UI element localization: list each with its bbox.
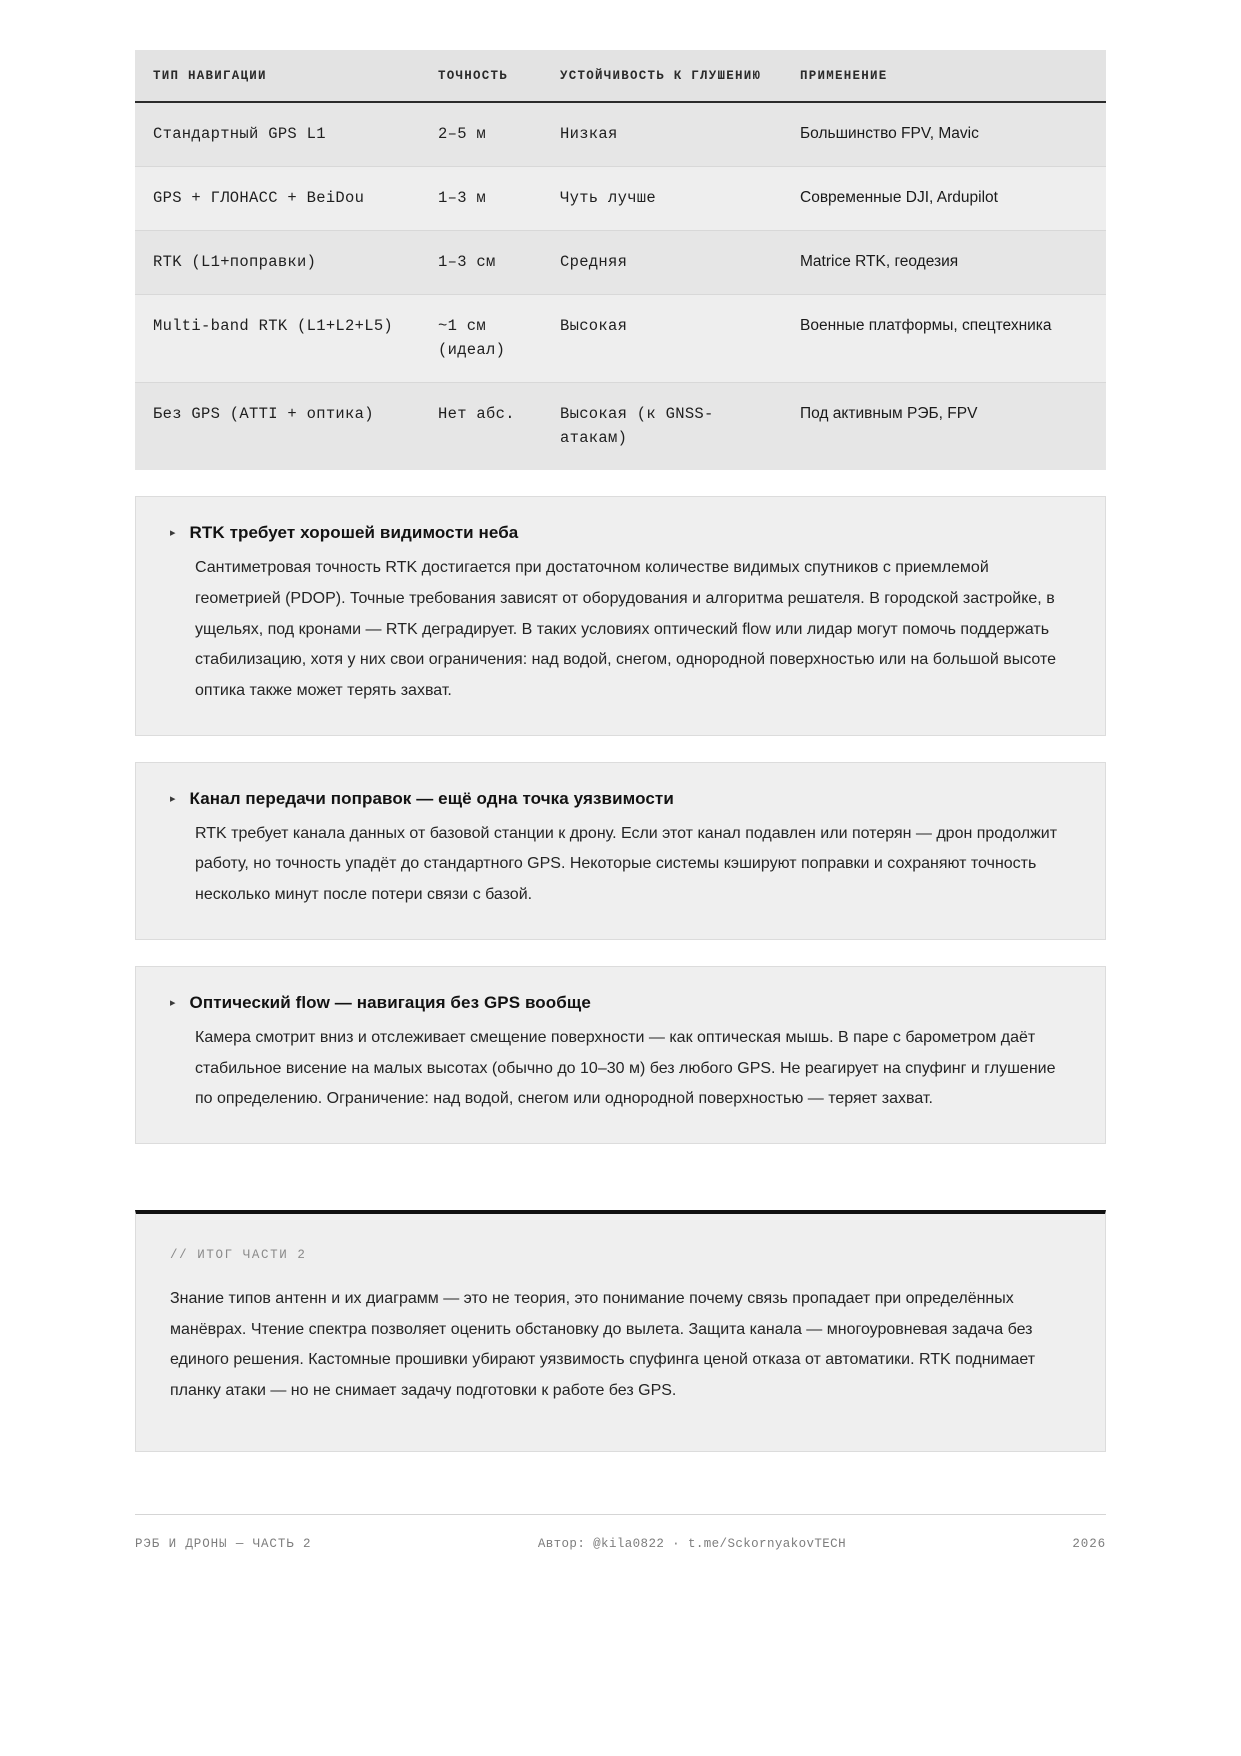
cell-accuracy: Нет абс. [420, 383, 542, 471]
summary-body: Знание типов антенн и их диаграмм — это не теория, это понимание почему связь пропадает при определённых манёврах. Чтение спектра позволяет оценить обстановку до вылета. Защита канала — многоуровневая задача без единого решения. Кастомные прошивки убирают уязвимость спуфинга ценой отказа от автоматики. RTK поднимает планку атаки — но не снимает задачу подготовки к работе без GPS. [170, 1290, 1036, 1400]
callout-title: RTK требует хорошей видимости неба [189, 523, 519, 543]
cell-usage: Современные DJI, Ardupilot [782, 167, 1106, 231]
column-header-accuracy: ТОЧНОСТЬ [420, 50, 542, 102]
callout-correction-channel [135, 762, 1106, 940]
column-header-jam-resistance: УСТОЙЧИВОСТЬ К ГЛУШЕНИЮ [542, 50, 782, 102]
footer-author: Автор: @kila0822 · t.me/SckornyakovTECH [537, 1536, 846, 1551]
table-header-row [135, 50, 1106, 102]
callout-optical-flow [135, 966, 1106, 1144]
footer-year: 2026 [1072, 1536, 1106, 1551]
cell-usage: Matrice RTK, геодезия [782, 231, 1106, 295]
callout-heading [170, 789, 1071, 809]
callout-body: RTK требует канала данных от базовой станции к дрону. Если этот канал подавлен или потерян — дрон продолжит работу, но точность упадёт до стандартного GPS. Некоторые системы кэшируют поправки и сохраняют точность несколько минут после потери связи с базой. [195, 824, 1058, 904]
cell-nav-type: RTK (L1+поправки) [135, 231, 420, 295]
callout-body: Сантиметровая точность RTK достигается при достаточном количестве видимых спутников с приемлемой геометрией (PDOP). Точные требования зависят от оборудования и алгоритма решателя. В городской застройке, в ущельях, под кронами — RTK деградирует. В таких условиях оптический flow или лидар могут помочь поддержать стабилизацию, хотя у них свои ограничения: над водой, снегом, однородной поверхностью или на большой высоте оптика также может терять захват. [195, 559, 1057, 699]
cell-nav-type: Стандартный GPS L1 [135, 102, 420, 167]
table-header [135, 50, 1106, 102]
column-header-usage: ПРИМЕНЕНИЕ [782, 50, 1106, 102]
callout-title: Канал передачи поправок — ещё одна точка уязвимости [189, 788, 674, 808]
column-header-nav-type: ТИП НАВИГАЦИИ [135, 50, 420, 102]
callout-rtk-sky-visibility [135, 496, 1106, 736]
summary-label: // ИТОГ ЧАСТИ 2 [170, 1248, 307, 1263]
cell-accuracy: 2–5 м [420, 102, 542, 167]
cell-accuracy: 1–3 см [420, 231, 542, 295]
cell-usage: Большинство FPV, Mavic [782, 102, 1106, 167]
table-row [135, 167, 1106, 231]
triangle-marker-icon: ▸ [170, 996, 176, 1009]
summary-box [135, 1210, 1106, 1452]
triangle-marker-icon: ▸ [170, 527, 176, 540]
triangle-marker-icon: ▸ [170, 792, 176, 805]
cell-usage: Под активным РЭБ, FPV [782, 383, 1106, 471]
cell-jam-resistance: Низкая [542, 102, 782, 167]
footer-divider [135, 1514, 1106, 1515]
cell-jam-resistance: Высокая (к GNSS-атакам) [542, 383, 782, 471]
callout-body: Камера смотрит вниз и отслеживает смещение поверхности — как оптическая мышь. В паре с барометром даёт стабильное висение на малых высотах (обычно до 10–30 м) без любого GPS. Не реагирует на спуфинг и глушение по определению. Ограничение: над водой, снегом или однородной поверхностью — теряет захват. [195, 1028, 1056, 1108]
cell-jam-resistance: Высокая [542, 295, 782, 383]
table-body [135, 102, 1106, 470]
table-row [135, 102, 1106, 167]
table-row [135, 295, 1106, 383]
callout-title: Оптический flow — навигация без GPS вообще [189, 992, 591, 1012]
table-row [135, 383, 1106, 471]
navigation-types-table [135, 50, 1106, 470]
cell-usage: Военные платформы, спецтехника [782, 295, 1106, 383]
cell-jam-resistance: Средняя [542, 231, 782, 295]
cell-accuracy: 1–3 м [420, 167, 542, 231]
cell-nav-type: Multi-band RTK (L1+L2+L5) [135, 295, 420, 383]
cell-nav-type: Без GPS (ATTI + оптика) [135, 383, 420, 471]
cell-accuracy: ~1 см (идеал) [420, 295, 542, 383]
footer-title: РЭБ И ДРОНЫ — ЧАСТЬ 2 [135, 1536, 312, 1551]
cell-nav-type: GPS + ГЛОНАСС + BeiDou [135, 167, 420, 231]
page-footer [135, 1537, 1106, 1551]
cell-jam-resistance: Чуть лучше [542, 167, 782, 231]
callout-heading [170, 523, 1071, 543]
callout-heading [170, 993, 1071, 1013]
table-row [135, 231, 1106, 295]
